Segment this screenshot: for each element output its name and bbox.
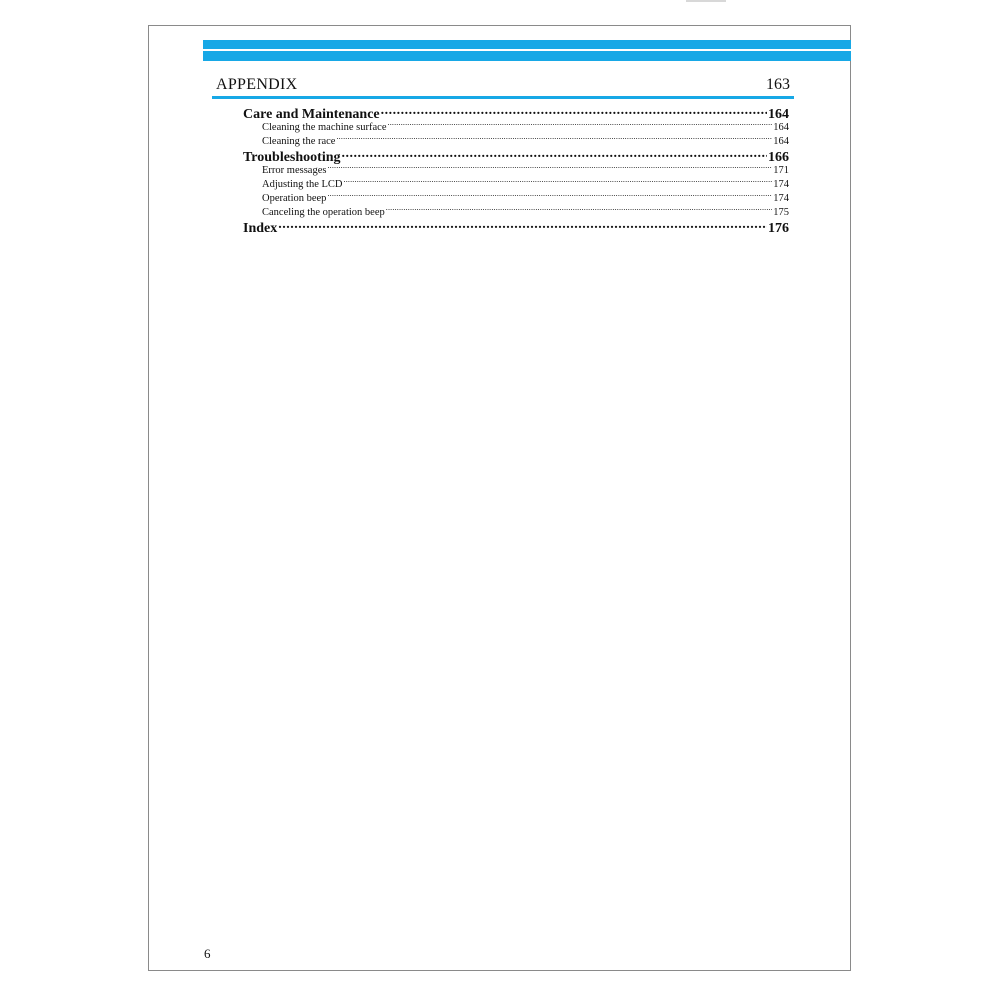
toc-dot-leader [381, 104, 767, 118]
toc-dot-leader [327, 162, 772, 173]
toc-dot-leader [344, 176, 773, 187]
toc-entry-label: Canceling the operation beep [262, 206, 385, 218]
toc-entry-label: Error messages [262, 164, 327, 176]
toc-entry-canceling-operation-beep[interactable] [243, 204, 789, 218]
toc-entry-page: 164 [773, 135, 789, 147]
section-title: APPENDIX [216, 76, 298, 93]
toc-entry-page: 164 [773, 121, 789, 133]
header-color-band [203, 40, 851, 61]
toc-entry-label: Index [243, 221, 278, 236]
table-of-contents [243, 104, 789, 236]
toc-entry-page: 176 [768, 221, 789, 236]
toc-entry-page: 164 [768, 107, 789, 122]
toc-entry-adjusting-lcd[interactable] [243, 176, 789, 190]
toc-entry-page: 174 [773, 192, 789, 204]
toc-entry-page: 166 [768, 150, 789, 165]
toc-entry-troubleshooting[interactable] [243, 147, 789, 165]
toc-entry-label: Operation beep [262, 192, 327, 204]
toc-dot-leader [336, 133, 772, 144]
footer-page-number: 6 [204, 946, 211, 961]
toc-entry-label: Cleaning the race [262, 135, 336, 147]
toc-entry-label: Care and Maintenance [243, 107, 380, 122]
toc-entry-error-messages[interactable] [243, 162, 789, 176]
toc-entry-label: Cleaning the machine surface [262, 121, 387, 133]
section-header-rule [212, 96, 794, 99]
toc-entry-page: 171 [773, 164, 789, 176]
toc-entry-label: Adjusting the LCD [262, 178, 343, 190]
toc-dot-leader [278, 218, 767, 232]
header-band-stripe [203, 49, 851, 51]
toc-entry-page: 175 [773, 206, 789, 218]
toc-entry-index[interactable] [243, 218, 789, 236]
toc-dot-leader [342, 147, 767, 161]
toc-entry-cleaning-machine-surface[interactable] [243, 119, 789, 133]
toc-entry-care-and-maintenance[interactable] [243, 104, 789, 122]
toc-entry-label: Troubleshooting [243, 150, 341, 165]
scan-edge-mark [686, 0, 726, 2]
section-page-number: 163 [766, 76, 790, 93]
toc-entry-page: 174 [773, 178, 789, 190]
toc-entry-cleaning-race[interactable] [243, 133, 789, 147]
toc-entry-operation-beep[interactable] [243, 190, 789, 204]
toc-dot-leader [327, 190, 772, 201]
toc-dot-leader [386, 204, 773, 215]
toc-dot-leader [388, 119, 773, 130]
document-page [148, 25, 851, 971]
